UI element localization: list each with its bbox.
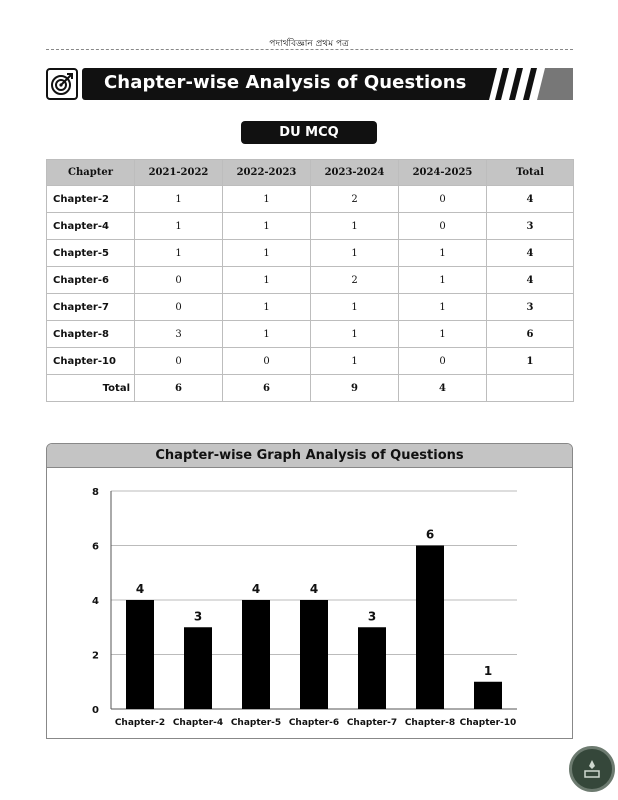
bar (184, 627, 212, 709)
table-cell: 1 (311, 321, 399, 348)
total-cell: 6 (487, 321, 574, 348)
banner-title: Chapter-wise Analysis of Questions (104, 72, 467, 93)
table-cell: 1 (311, 213, 399, 240)
table-cell: 1 (311, 240, 399, 267)
column-header: Chapter (47, 160, 135, 186)
header-divider (46, 49, 573, 50)
x-tick-label: Chapter-10 (459, 718, 517, 728)
chart-title: Chapter-wise Graph Analysis of Questions (47, 444, 572, 468)
x-tick-label: Chapter-4 (172, 718, 224, 728)
table-cell: 1 (135, 213, 223, 240)
logo-badge-icon (569, 746, 615, 792)
table-cell: 1 (223, 321, 311, 348)
x-tick-label: Chapter-8 (404, 718, 456, 728)
table-total-row (47, 375, 574, 402)
table-cell: 2 (311, 267, 399, 294)
data-label: 6 (425, 527, 435, 542)
table-cell: 1 (135, 240, 223, 267)
column-header: 2021-2022 (135, 160, 223, 186)
column-header: 2023-2024 (311, 160, 399, 186)
total-cell: 6 (135, 375, 223, 402)
data-label: 4 (135, 582, 145, 596)
chapter-cell: Chapter-8 (47, 321, 135, 348)
table-row (47, 213, 574, 240)
banner-stripes-decoration (483, 68, 573, 100)
data-label: 3 (367, 609, 377, 624)
column-header: Total (487, 160, 574, 186)
bar (358, 627, 386, 709)
table-cell: 1 (223, 240, 311, 267)
chapter-cell: Chapter-2 (47, 186, 135, 213)
total-label: Total (47, 375, 135, 402)
chapter-cell: Chapter-7 (47, 294, 135, 321)
bar-chart (47, 444, 573, 739)
target-icon (46, 68, 78, 100)
table-header-row (47, 160, 574, 186)
total-cell: 4 (487, 267, 574, 294)
table-row (47, 240, 574, 267)
data-label: 4 (251, 582, 261, 596)
y-tick-label: 4 (92, 596, 99, 607)
chapter-cell: Chapter-6 (47, 267, 135, 294)
total-cell: 3 (487, 294, 574, 321)
table-cell: 1 (223, 294, 311, 321)
chapter-cell: Chapter-4 (47, 213, 135, 240)
data-label: 1 (483, 663, 493, 678)
table-cell: 1 (311, 294, 399, 321)
table-cell: 0 (135, 267, 223, 294)
bar (242, 600, 270, 709)
x-tick-label: Chapter-7 (346, 718, 398, 728)
table-cell: 0 (135, 348, 223, 375)
total-cell: 4 (487, 186, 574, 213)
y-tick-label: 8 (92, 487, 99, 498)
table-cell: 0 (399, 348, 487, 375)
column-header: 2022-2023 (223, 160, 311, 186)
column-header: 2024-2025 (399, 160, 487, 186)
table-cell: 0 (399, 213, 487, 240)
chapter-cell: Chapter-10 (47, 348, 135, 375)
total-cell (487, 375, 574, 402)
section-banner (46, 68, 573, 100)
table-cell: 0 (135, 294, 223, 321)
table-cell: 1 (399, 294, 487, 321)
table-cell: 0 (223, 348, 311, 375)
table-cell: 1 (223, 186, 311, 213)
table-cell: 1 (399, 321, 487, 348)
x-tick-label: Chapter-2 (114, 718, 166, 728)
total-cell: 4 (487, 240, 574, 267)
table-cell: 1 (223, 213, 311, 240)
table-cell: 0 (399, 186, 487, 213)
table-cell: 3 (135, 321, 223, 348)
analysis-table (46, 159, 574, 402)
table-cell: 1 (399, 240, 487, 267)
table-row (47, 294, 574, 321)
total-cell: 3 (487, 213, 574, 240)
page-header-title: পদার্থবিজ্ঞান প্রথম পত্র (269, 39, 349, 49)
total-cell: 6 (223, 375, 311, 402)
table-cell: 1 (135, 186, 223, 213)
table-cell: 1 (311, 348, 399, 375)
graph-panel (46, 443, 573, 739)
section-label: DU MCQ (241, 121, 377, 144)
total-cell: 1 (487, 348, 574, 375)
bar (474, 682, 502, 709)
table-cell: 1 (399, 267, 487, 294)
y-tick-label: 0 (92, 705, 99, 716)
table-cell: 2 (311, 186, 399, 213)
data-label: 3 (193, 609, 203, 624)
x-tick-label: Chapter-6 (288, 718, 340, 728)
data-label: 4 (309, 582, 319, 596)
table-row (47, 186, 574, 213)
x-tick-label: Chapter-5 (230, 718, 282, 728)
total-cell: 4 (399, 375, 487, 402)
table-cell: 1 (223, 267, 311, 294)
y-tick-label: 2 (92, 650, 99, 662)
table-row (47, 267, 574, 294)
y-tick-label: 6 (92, 541, 99, 553)
bar (126, 600, 154, 709)
bar (300, 600, 328, 709)
table-row (47, 348, 574, 375)
chapter-cell: Chapter-5 (47, 240, 135, 267)
bar (416, 546, 444, 710)
table-row (47, 321, 574, 348)
total-cell: 9 (311, 375, 399, 402)
